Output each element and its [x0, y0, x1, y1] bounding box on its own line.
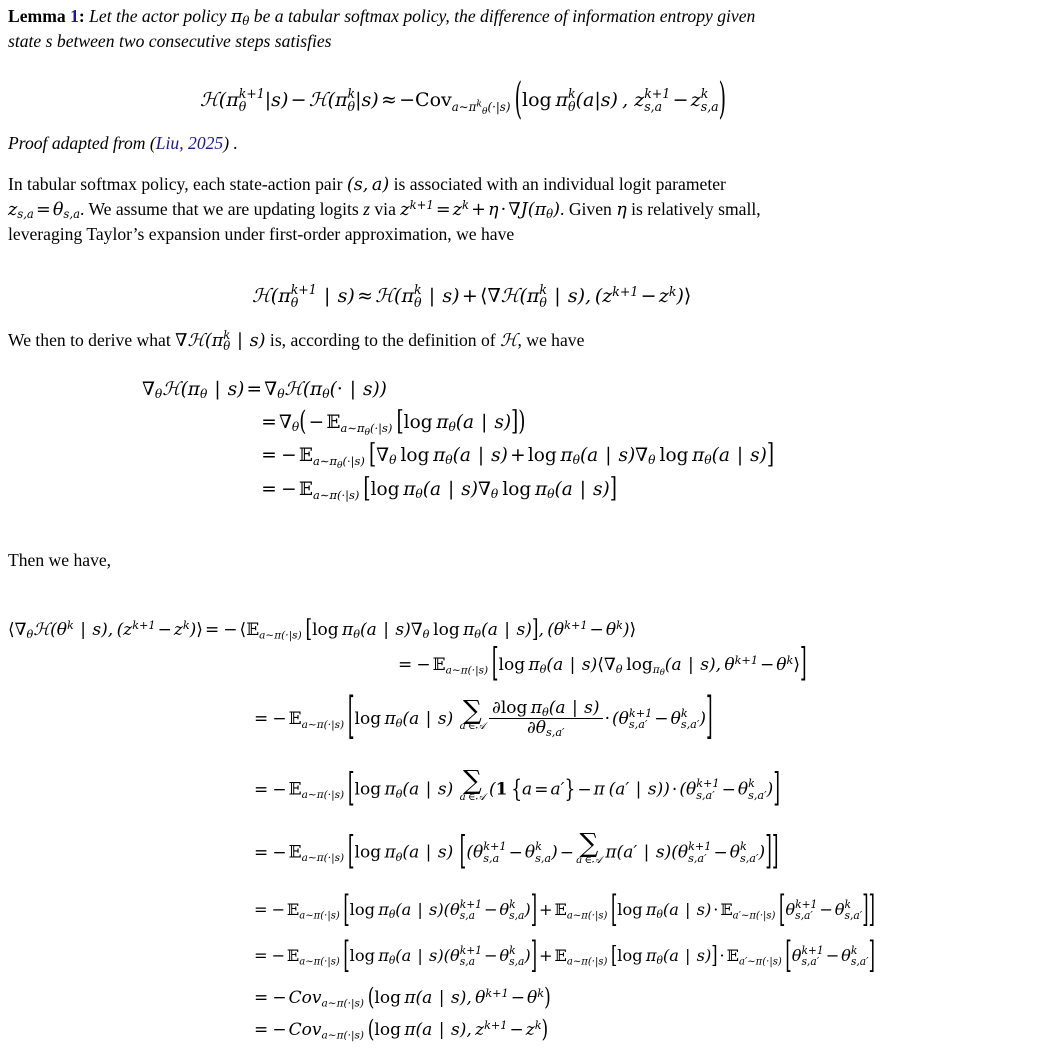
- paragraph-tabular-softmax: In tabular softmax policy, each state-action pair (s, a) is associated with an individual logit parameter $z_{s,a} = \theta_{s,a}$. We assume that we are updating logits z via $z^{k+1} = z^k + \eta \cdot \nabla J(\pi_\theta)$. Given η is relatively small, leveraging Taylor’s expansion under first-order approximation, we have: [8, 174, 761, 244]
- lemma-colon: :: [78, 6, 85, 26]
- para2-c: , we have: [517, 330, 585, 350]
- lemma-text-part2: be a tabular softmax policy, the difference of information entropy given: [249, 6, 756, 26]
- equation-main-line7: = − 𝔼$_{a\sim\pi(\cdot|s)}$ [log $\pi_\theta(a$ | s)(θ k+1 s,a − θ k s,a )] + 𝔼$_{a\sim\pi(\cdot|s)}$ [log $\pi_\theta(a$ | s)] · 𝔼$_{a'\sim\pi(\cdot|s)}$ [θ k+1 s,a′ − θ k s,a′ ]: [253, 933, 875, 976]
- equation-lemma-statement: ℋ(π k+1 θ |s) − ℋ(π k θ |s) ≈ −Cov$_{a\sim\pi^k_\theta(\cdot|s)}$ (log π k θ (a|s) , z k+1 s,a − z k s,a ): [200, 74, 727, 125]
- proof-note: [8, 131, 708, 156]
- para1-l1-a: In tabular softmax policy, each state-action pair: [8, 174, 347, 194]
- proof-note-prefix: Proof adapted from (: [8, 133, 156, 153]
- equation-grad-entropy-line4: = − 𝔼$_{a\sim\pi(\cdot|s)}$ [log $\pi_\theta(a$ | $s)\nabla_\theta$ $\log \pi_\theta(a$ | s)]: [261, 473, 617, 505]
- para2-b: is, according to the definition of: [265, 330, 501, 350]
- para1-l1-b: is associated with an individual logit parameter: [389, 174, 726, 194]
- para1-l2-c: . Given: [560, 198, 617, 219]
- lemma-text-part4: between two consecutive steps satisfies: [52, 30, 332, 51]
- para1-l2-b: via: [369, 198, 401, 219]
- equation-main-line6: = − 𝔼$_{a\sim\pi(\cdot|s)}$ [log $\pi_\theta(a$ | s)(θ k+1 s,a − θ k s,a )] + 𝔼$_{a\sim\pi(\cdot|s)}$ [log $\pi_\theta(a$ | s) · 𝔼$_{a'\sim\pi(\cdot|s)}$ [θ k+1 s,a′ − θ k s,a′ ]]: [253, 887, 875, 930]
- proof-note-suffix: ) .: [223, 133, 238, 153]
- lemma-number[interactable]: 1: [70, 6, 79, 26]
- equation-main-line4: = − 𝔼$_{a\sim\pi(\cdot|s)}$ [log $\pi_\theta(a$ | s) ∑ a′∈𝒜 (1 {a = a′} − π (a′ | s)) · (θ k+1 s,a′ − θ k s,a′ )]: [254, 766, 780, 812]
- para1-l2-d: is relatively small,: [626, 198, 761, 219]
- equation-taylor-expansion: ℋ(π k+1 θ | s) ≈ ℋ(π k θ | s) + ⟨∇ℋ(π k θ | s), ($z^{k+1}$ − $z^k)⟩$: [252, 282, 692, 310]
- para1-l3: leveraging Taylor’s expansion under first-order approximation, we have: [8, 223, 515, 244]
- para1-l2-a: . We assume that we are updating logits: [80, 198, 364, 219]
- lemma-text-part1: Let the actor policy: [89, 6, 231, 26]
- equation-main-line3: = − 𝔼$_{a\sim\pi(\cdot|s)}$ [log $\pi_\theta(a$ | s) ∑ a′∈𝒜 $\frac{\partial\log \pi_\theta(a | s)}{\partial\theta_{s,a'}}$ · (θ k+1 s,a′ − θ k s,a′ )]: [254, 689, 713, 748]
- equation-main-line1: $⟨\nabla_\theta ℋ(\theta^k$ | s), ($z^{k+1}$ − $z^k)⟩$ = − ⟨𝔼$_{a\sim\pi(\cdot|s)}$ [log $\pi_\theta(a$ | $s)\nabla_\theta$ $\log \pi_\theta(a$ | s)], ($\theta^{k+1}$ − $\theta^k)⟩$: [8, 615, 637, 645]
- equation-main-line8: = − Cov$_{a\sim\pi(\cdot|s)}$ (log π(a | s), $\theta^{k+1} - \theta^k$): [254, 983, 551, 1013]
- para2-a: We then to derive what: [8, 330, 176, 350]
- paragraph-derive-grad: We then to derive what ∇ℋ(π k θ | s) is, according to the definition of ℋ, we have: [8, 327, 585, 354]
- para3-text: Then we have,: [8, 550, 112, 570]
- equation-grad-entropy-line1: $\nabla_\theta ℋ(\pi_\theta$ | $s) = \nabla_\theta ℋ(\pi_\theta(\cdot$ | s)): [142, 379, 387, 402]
- citation-link[interactable]: Liu, 2025: [155, 133, 224, 153]
- equation-grad-entropy-line3: = − 𝔼$_{a\sim\pi_\theta(\cdot|s)}$ [$\nabla_\theta$ $\log \pi_\theta(a$ | $s) + \log \pi_\theta(a$ | $s)\nabla_\theta$ $\log \pi_\theta(a$ | s)]: [261, 439, 775, 471]
- equation-main-line5: = − 𝔼$_{a\sim\pi(\cdot|s)}$ [log $\pi_\theta(a$ | s) [(θ k+1 s,a − θ k s,a ) − ∑ a′∈𝒜 π(a′ | s)(θ k+1 s,a′ − θ k s,a′ )]]: [254, 829, 779, 875]
- lemma-text-part3: state: [8, 30, 46, 51]
- equation-main-line2: = − 𝔼$_{a\sim\pi(\cdot|s)}$ [log $\pi_\theta(a$ | $s)⟨\nabla_\theta$ $\log_{\pi_\theta}(a$ | s), $\theta^{k+1}$ − $\theta^k⟩$]: [398, 641, 807, 687]
- lemma-statement: Lemma 1: Let the actor policy $\pi_\theta$ be a tabular softmax policy, the difference of information entropy given state s between two consecutive steps satisfies: [8, 6, 756, 51]
- equation-main-line9: = − Cov$_{a\sim\pi(\cdot|s)}$ (log π(a | s), $z^{k+1} - z^k$): [254, 1015, 549, 1045]
- paragraph-then-we-have: [8, 548, 408, 573]
- lemma-label: Lemma: [8, 6, 66, 26]
- equation-grad-entropy-line2: = $\nabla_\theta$( − 𝔼$_{a\sim\pi_\theta(\cdot|s)}$ [log $\pi_\theta(a$ | s)]): [261, 406, 526, 438]
